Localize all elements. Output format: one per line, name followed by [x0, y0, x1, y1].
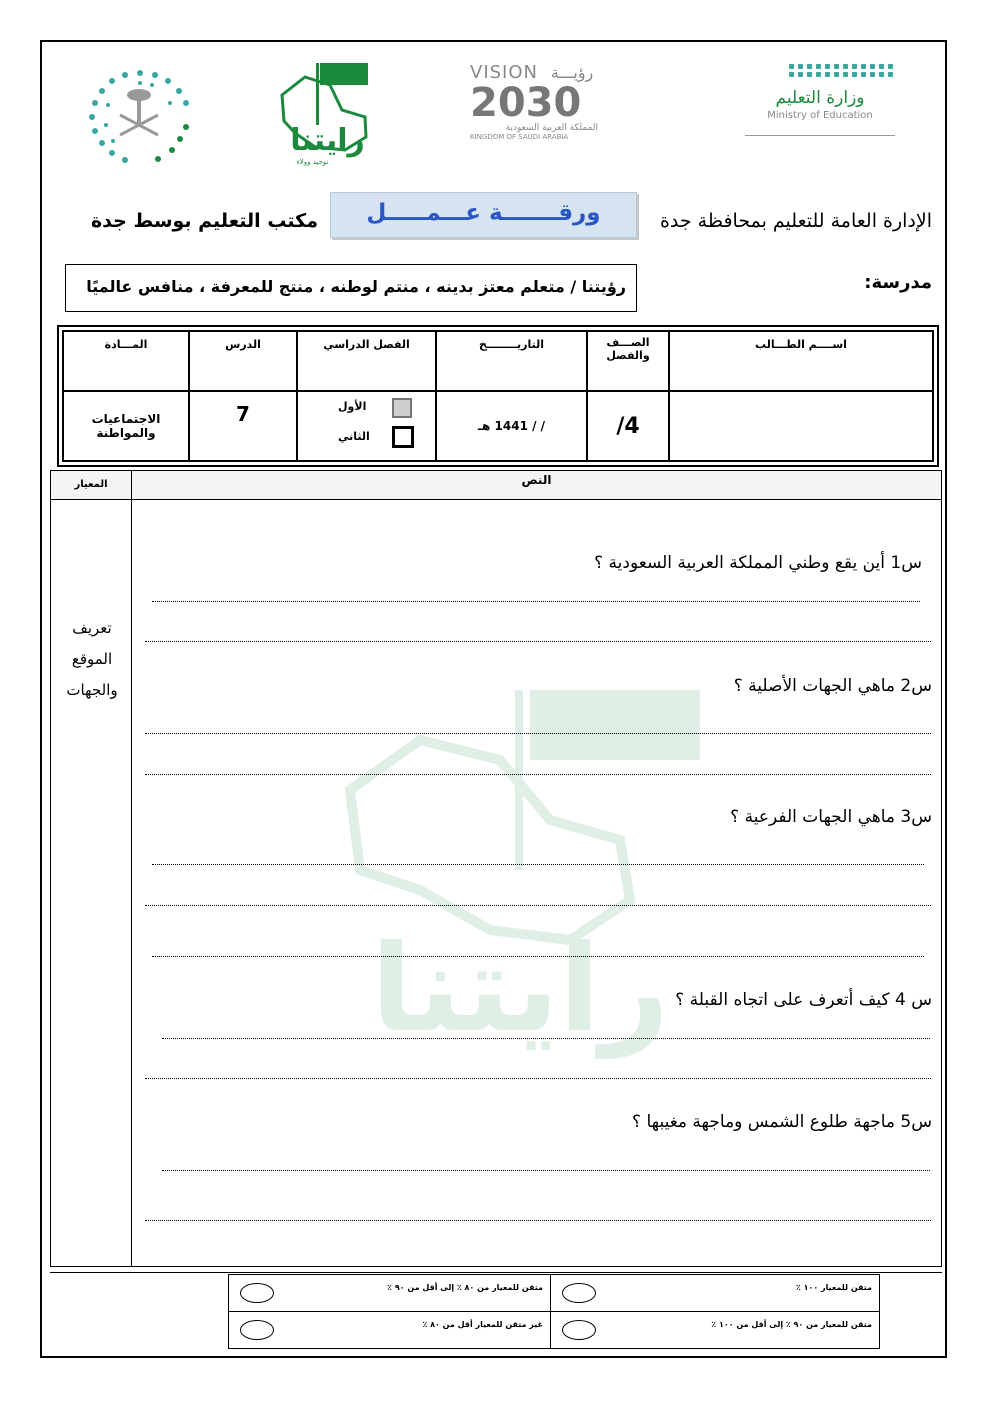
- vision-statement: رؤيتنا / متعلم معتز بدينه ، منتم لوطنه ، منتج للمعرفة ، منافس عالميًا: [86, 277, 626, 296]
- rubric-r2: متقن للمعيار من ٨٠ ٪ إلى أقل من ٩٠ ٪: [387, 1283, 543, 1292]
- rayatuna-logo-sub: توحيد وولاء: [296, 158, 329, 166]
- rubric-oval[interactable]: [562, 1283, 596, 1303]
- header-grade: الصـــف والفصل: [587, 331, 669, 391]
- rubric-oval[interactable]: [240, 1320, 274, 1340]
- criterion-header: المعيار: [74, 479, 108, 490]
- moe-logo: [735, 62, 905, 167]
- answer-line[interactable]: [145, 641, 931, 642]
- directorate-text: الإدارة العامة للتعليم بمحافظة جدة: [659, 210, 932, 232]
- question-3: س3 ماهي الجهات الفرعية ؟: [730, 807, 932, 827]
- semester-second-label: الثاني: [338, 430, 370, 443]
- header-student-name: اســــم الطـــالب: [669, 331, 933, 391]
- answer-line[interactable]: [145, 1220, 931, 1221]
- rubric-r3: متقن للمعيار من ٩٠ ٪ إلى أقل من ١٠٠ ٪: [711, 1320, 872, 1329]
- semester-first-label: الأول: [338, 400, 367, 413]
- criterion-column-divider: [131, 471, 132, 1266]
- header-lesson: الدرس: [189, 331, 297, 391]
- semester-first-checkbox[interactable]: [392, 398, 412, 418]
- school-label: مدرسة:: [864, 272, 932, 293]
- vision-statement-box: [65, 264, 637, 312]
- rubric-cell: [229, 1312, 551, 1349]
- vision-kingdom-en: KINGDOM OF SAUDI ARABIA: [470, 133, 569, 141]
- vision-2030-logo: [470, 62, 610, 162]
- rubric-cell: [229, 1275, 551, 1312]
- answer-line[interactable]: [152, 864, 924, 865]
- question-2: س2 ماهي الجهات الأصلية ؟: [733, 676, 932, 696]
- subject-value: الاجتماعيات والمواطنة: [63, 391, 189, 461]
- semester-value: [297, 391, 436, 461]
- vision-title: VISION: [470, 62, 538, 83]
- question-1: س1 أين يقع وطني المملكة العربية السعودية ؟: [594, 553, 922, 573]
- rayatuna-logo: [270, 55, 385, 170]
- rayatuna-logo-text: رايتنا: [290, 123, 365, 158]
- student-name-value[interactable]: [669, 391, 933, 461]
- lesson-value: 7: [189, 391, 297, 461]
- worksheet-title-box: [330, 192, 637, 238]
- answer-line[interactable]: [145, 774, 931, 775]
- header-subject: المـــادة: [63, 331, 189, 391]
- answer-line[interactable]: [145, 1078, 931, 1079]
- info-table: [62, 330, 934, 462]
- answer-line[interactable]: [152, 601, 920, 602]
- semester-second-checkbox[interactable]: [392, 426, 414, 448]
- question-4: س 4 كيف أتعرف على اتجاه القبلة ؟: [675, 990, 932, 1010]
- vision-ar: رؤيـــة: [550, 63, 594, 82]
- header-semester: الفصل الدراسي: [297, 331, 436, 391]
- emblem-logo: [80, 65, 198, 173]
- answer-line[interactable]: [145, 905, 931, 906]
- rubric-r4: غير متقن للمعيار أقل من ٨٠ ٪: [422, 1320, 543, 1329]
- content-frame: [50, 470, 942, 1267]
- rubric-oval[interactable]: [240, 1283, 274, 1303]
- info-table-frame: [57, 325, 939, 467]
- date-value: / / 1441 هـ: [436, 391, 587, 461]
- rubric-cell: [551, 1312, 880, 1349]
- rubric-oval[interactable]: [562, 1320, 596, 1340]
- svg-text:رايتنا: رايتنا: [370, 920, 670, 1059]
- vision-year: 2030: [470, 80, 582, 126]
- bottom-rule: [50, 1272, 942, 1273]
- answer-line[interactable]: [162, 1170, 930, 1171]
- worksheet-title: ورقـــــــة عـــمـــــل: [366, 200, 601, 226]
- rubric-table: [228, 1274, 880, 1349]
- header-date: التاريــــــــخ: [436, 331, 587, 391]
- grade-value: /4: [587, 391, 669, 461]
- moe-name-ar: وزارة التعليم: [775, 88, 865, 108]
- rubric-cell: [551, 1275, 880, 1312]
- office-text: مكتب التعليم بوسط جدة: [90, 210, 318, 232]
- answer-line[interactable]: [145, 733, 931, 734]
- moe-name-en: Ministry of Education: [767, 110, 873, 121]
- question-5: س5 ماجهة طلوع الشمس وماجهة مغيبها ؟: [632, 1112, 932, 1132]
- rubric-r1: متقن للمعيار ١٠٠ ٪: [795, 1283, 872, 1292]
- answer-line[interactable]: [152, 956, 924, 957]
- moe-dots-icon: [787, 62, 897, 78]
- moe-underline: [745, 135, 895, 136]
- text-header: النص: [521, 473, 552, 487]
- criterion-value: تعريف الموقع والجهات: [66, 619, 118, 699]
- answer-line[interactable]: [162, 1038, 930, 1039]
- vision-kingdom-ar: المملكة العربية السعودية: [505, 123, 598, 133]
